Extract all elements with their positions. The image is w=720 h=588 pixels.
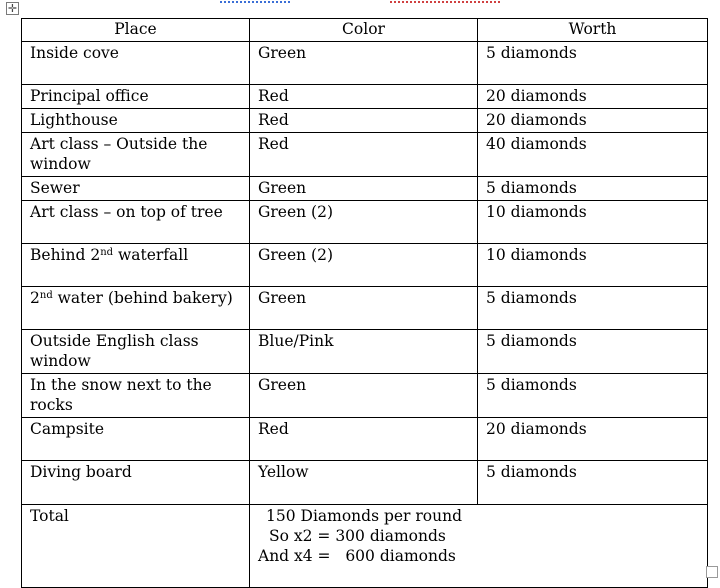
- total-value-cell[interactable]: [250, 505, 708, 588]
- table-header-row: [22, 19, 708, 42]
- worth-cell[interactable]: 5 diamonds: [478, 287, 708, 330]
- table-row: [22, 109, 708, 133]
- ordinal-suffix: nd: [39, 290, 53, 301]
- color-cell[interactable]: Green: [250, 42, 478, 85]
- place-text: water (behind bakery): [52, 289, 233, 307]
- color-cell[interactable]: Red: [250, 133, 478, 177]
- place-cell[interactable]: Inside cove: [22, 42, 250, 85]
- total-label-cell[interactable]: Total: [22, 505, 250, 588]
- place-text: Behind 2: [30, 246, 101, 264]
- place-cell[interactable]: Art class – Outside the window: [22, 133, 250, 177]
- place-cell[interactable]: Principal office: [22, 85, 250, 109]
- header-worth: Worth: [478, 19, 708, 42]
- worth-cell[interactable]: 20 diamonds: [478, 418, 708, 461]
- table-row: [22, 201, 708, 244]
- table-row: [22, 418, 708, 461]
- spellcheck-underline: [390, 1, 500, 3]
- color-cell[interactable]: Green: [250, 177, 478, 201]
- table-row: [22, 374, 708, 418]
- total-line: And x4 = 600 diamonds: [258, 547, 456, 565]
- place-cell[interactable]: [22, 244, 250, 287]
- color-cell[interactable]: Yellow: [250, 461, 478, 505]
- color-cell[interactable]: Red: [250, 85, 478, 109]
- worth-cell[interactable]: 5 diamonds: [478, 177, 708, 201]
- color-cell[interactable]: Green: [250, 287, 478, 330]
- total-row: [22, 505, 708, 588]
- table-resize-handle-icon[interactable]: [706, 566, 718, 578]
- worth-cell[interactable]: 40 diamonds: [478, 133, 708, 177]
- table-row: [22, 177, 708, 201]
- total-line: So x2 = 300 diamonds: [269, 527, 446, 545]
- table-row: [22, 85, 708, 109]
- table-row: [22, 330, 708, 374]
- total-line: 150 Diamonds per round: [266, 507, 463, 525]
- worth-cell[interactable]: 10 diamonds: [478, 244, 708, 287]
- color-cell[interactable]: Green: [250, 374, 478, 418]
- table-row: [22, 244, 708, 287]
- color-cell[interactable]: Red: [250, 109, 478, 133]
- table-row: [22, 461, 708, 505]
- spellcheck-underline: [220, 1, 290, 3]
- color-cell[interactable]: Green (2): [250, 244, 478, 287]
- place-cell[interactable]: Sewer: [22, 177, 250, 201]
- place-text: waterfall: [113, 246, 189, 264]
- cut-off-heading: [220, 0, 510, 4]
- table-row: [22, 42, 708, 85]
- table-row: [22, 287, 708, 330]
- worth-cell[interactable]: 20 diamonds: [478, 85, 708, 109]
- worth-cell[interactable]: 5 diamonds: [478, 42, 708, 85]
- table-move-handle-icon[interactable]: ✛: [7, 2, 18, 15]
- color-cell[interactable]: Blue/Pink: [250, 330, 478, 374]
- place-cell[interactable]: Outside English class window: [22, 330, 250, 374]
- place-cell[interactable]: Art class – on top of tree: [22, 201, 250, 244]
- place-cell[interactable]: Diving board: [22, 461, 250, 505]
- header-place: Place: [22, 19, 250, 42]
- ordinal-suffix: nd: [100, 247, 114, 258]
- worth-cell[interactable]: 20 diamonds: [478, 109, 708, 133]
- table-row: [22, 133, 708, 177]
- color-cell[interactable]: Red: [250, 418, 478, 461]
- color-cell[interactable]: Green (2): [250, 201, 478, 244]
- worth-cell[interactable]: 5 diamonds: [478, 374, 708, 418]
- diamond-locations-table: [21, 18, 708, 588]
- header-color: Color: [250, 19, 478, 42]
- place-cell[interactable]: [22, 287, 250, 330]
- place-cell[interactable]: In the snow next to the rocks: [22, 374, 250, 418]
- worth-cell[interactable]: 5 diamonds: [478, 330, 708, 374]
- place-text: 2: [30, 289, 40, 307]
- worth-cell[interactable]: 10 diamonds: [478, 201, 708, 244]
- place-cell[interactable]: Campsite: [22, 418, 250, 461]
- worth-cell[interactable]: 5 diamonds: [478, 461, 708, 505]
- place-cell[interactable]: Lighthouse: [22, 109, 250, 133]
